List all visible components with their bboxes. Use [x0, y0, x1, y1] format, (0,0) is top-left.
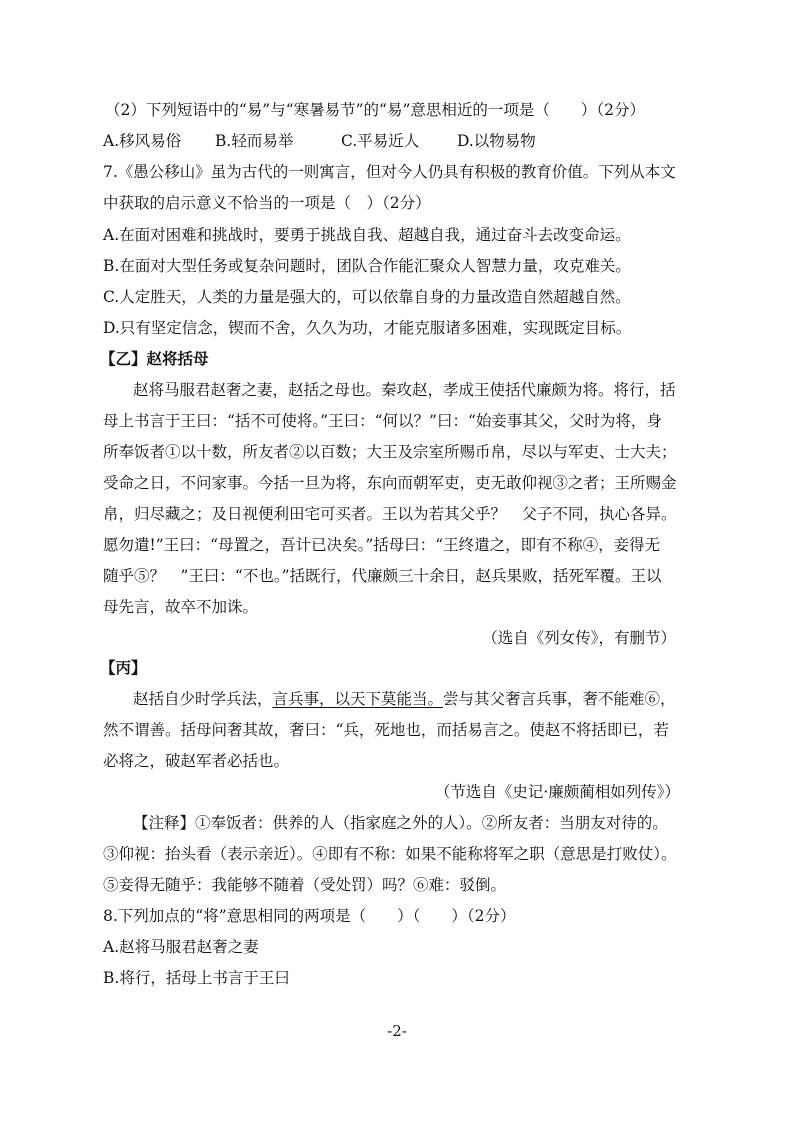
q7-stem-line-1: 7.《愚公移山》虽为古代的一则寓言，但对今人仍具有积极的教育价值。下列从本文: [103, 163, 676, 181]
passage-yi-source: （选自《列女传》，有删节）: [482, 629, 676, 647]
passage-bing-line-1: [133, 688, 676, 710]
passage-yi-line: 愿勿遣!”王曰：“母置之，吾计已决矣。”括母曰：“王终遣之，即有不称④，妾得无: [103, 536, 661, 554]
passage-yi-line: 受命之日，不问家事。今括一旦为将，东向而朝军吏，吏无敢仰视③之者；王所赐金: [103, 474, 677, 492]
q7-option-c: C.人定胜天，人类的力量是强大的，可以依靠自身的力量改造自然超越自然。: [103, 288, 631, 306]
passage-bing-line-3: 必将之，破赵军者必括也。: [103, 752, 290, 770]
q6-2-options: [103, 130, 536, 152]
underlined-sentence: 言兵事，以天下莫能当。: [272, 690, 444, 708]
q8-option-b: B.将行，括母上书言于王曰: [103, 969, 290, 987]
q8-stem: 8.下列加点的“将”意思相同的两项是（ ）（ ）（2分）: [103, 907, 516, 925]
q8-option-a: A.赵将马服君赵奢之妻: [103, 938, 259, 956]
q7-option-d: D.只有坚定信念，锲而不舍，久久为功，才能克服诸多困难，实现既定目标。: [103, 319, 632, 337]
passage-yi-line: 母上书言于王曰：“括不可使将。”王曰：“何以？”曰：“始妾事其父，父时为将，身: [103, 412, 662, 430]
page-number: -2-: [387, 1022, 407, 1040]
q7-option-b: B.在面对大型任务或复杂问题时，团队合作能汇聚众人智慧力量，攻克难关。: [103, 257, 631, 275]
notes-line-2: ③仰视：抬头看（表示亲近）。④即有不称：如果不能称将军之职（意思是打败仗）。: [103, 845, 677, 863]
passage-yi-line: 帛，归尽藏之；及日视便利田宅可买者。王以为若其父乎？ 父子不同，执心各异。: [103, 505, 677, 523]
passage-yi-heading: 【乙】赵将括母: [100, 349, 209, 368]
passage-yi-line: 所奉饭者①以十数，所友者②以百数；大王及宗室所赐币帛，尽以与军吏、士大夫；: [103, 443, 677, 461]
notes-line-3: ⑤妾得无随乎：我能够不随着（受处罚）吗？⑥难：驳倒。: [103, 876, 507, 894]
passage-bing-line-2: 然不谓善。括母问奢其故，奢曰：“兵，死地也，而括易言之。使赵不将括即已，若: [103, 721, 669, 739]
passage-yi-line: 母先言，故卒不加诛。: [103, 598, 259, 616]
passage-bing-source: （节选自《史记·廉颇蔺相如列传》）: [434, 783, 680, 801]
passage-yi-line: 赵将马服君赵奢之妻，赵括之母也。秦攻赵，孝成王使括代廉颇为将。将行，括: [133, 381, 676, 399]
q6-2-option-d: D.以物易物: [457, 132, 536, 150]
passage-yi-line: 随乎⑤？ ”王曰：“不也。”括既行，代廉颇三十余日，赵兵果败，括死军覆。王以: [103, 567, 662, 585]
q7-stem-line-2: 中获取的启示意义不恰当的一项是（ ）（2分）: [103, 194, 431, 212]
passage-bing-text: 赵括自少时学兵法，: [133, 690, 273, 708]
notes-line-1: 【注释】①奉饭者：供养的人（指家庭之外的人）。②所友者：当朋友对待的。: [133, 814, 668, 832]
passage-bing-text: 尝与其父奢言兵事，奢不能难⑥，: [443, 690, 676, 708]
q6-2-option-b: B.轻而易举: [215, 132, 294, 150]
q7-option-a: A.在面对困难和挑战时，要勇于挑战自我、超越自我，通过奋斗去改变命运。: [103, 226, 631, 244]
q6-2-option-c: C.平易近人: [341, 132, 420, 150]
q6-2-option-a: A.移风易俗: [103, 132, 182, 150]
passage-bing-heading: 【丙】: [100, 658, 147, 677]
q6-2-stem: （2）下列短语中的“易”与“寒暑易节”的“易”意思相近的一项是（ ）（2分）: [105, 101, 646, 119]
